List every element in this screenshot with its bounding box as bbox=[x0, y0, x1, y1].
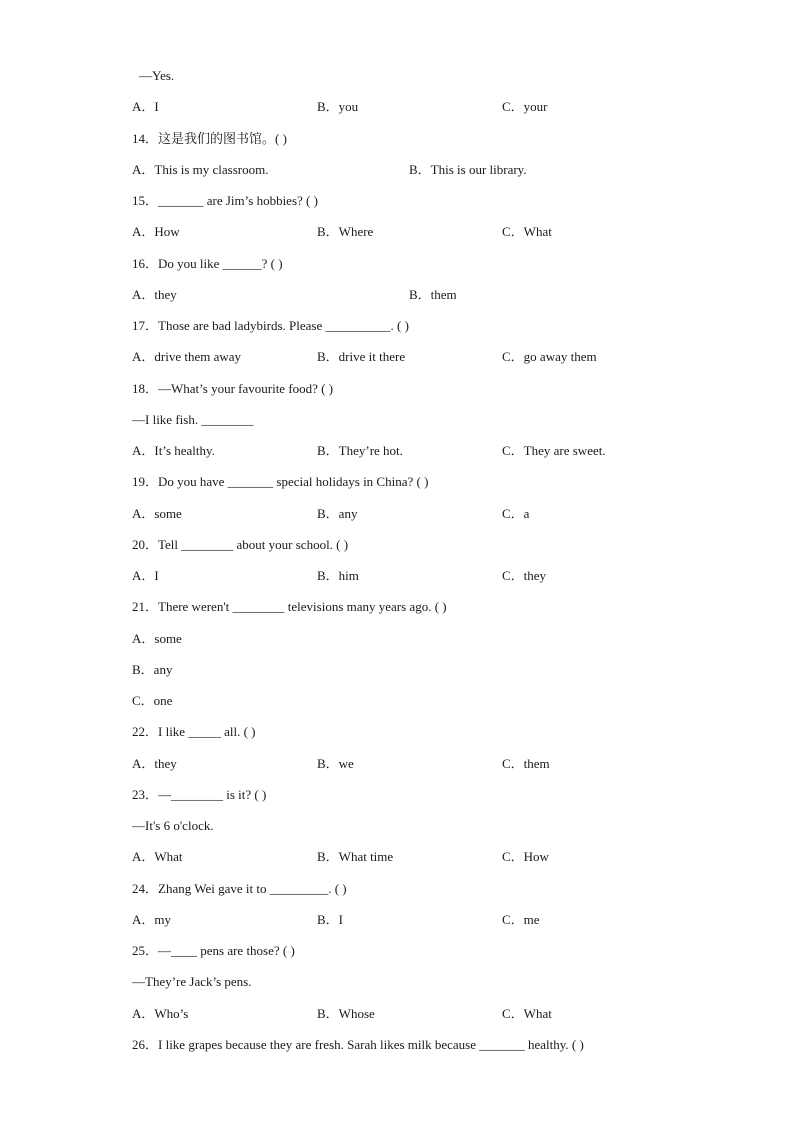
option-a: A．I bbox=[132, 99, 159, 115]
options-row bbox=[0, 1004, 794, 1024]
question-text: C．one bbox=[132, 693, 173, 708]
question-line bbox=[0, 316, 794, 336]
options-row bbox=[0, 910, 794, 930]
question-line bbox=[0, 597, 794, 617]
question-text: 15．_______ are Jim’s hobbies? ( ) bbox=[132, 193, 318, 208]
option-c: C．a bbox=[502, 505, 530, 521]
question-line bbox=[0, 191, 794, 211]
option-a: A．Who’s bbox=[132, 1005, 189, 1021]
question-text: 21．There weren't ________ televisions many years ago. ( ) bbox=[132, 599, 447, 615]
question-text: 22．I like _____ all. ( ) bbox=[132, 724, 256, 740]
question-line bbox=[0, 535, 794, 555]
option-b: B．I bbox=[317, 911, 344, 927]
option-a: A．some bbox=[132, 505, 182, 521]
option-b: B．Whose bbox=[317, 1005, 375, 1021]
option-a: A．I bbox=[132, 568, 159, 583]
option-c: C．go away them bbox=[502, 349, 597, 365]
question-line bbox=[0, 972, 794, 992]
option-c: C．What bbox=[502, 224, 552, 240]
question-line bbox=[0, 1035, 794, 1055]
option-b: B．What time bbox=[317, 849, 394, 865]
question-line bbox=[0, 941, 794, 961]
option-b: B．Where bbox=[317, 224, 374, 240]
question-text: 24．Zhang Wei gave it to _________. ( ) bbox=[132, 880, 347, 896]
question-text: 19．Do you have _______ special holidays in China? ( ) bbox=[132, 474, 429, 490]
options-row bbox=[0, 347, 794, 367]
options-row bbox=[0, 222, 794, 242]
question-text: —They’re Jack’s pens. bbox=[132, 974, 252, 990]
question-line bbox=[0, 629, 794, 649]
option-b: B．any bbox=[317, 505, 358, 521]
options-row bbox=[0, 160, 794, 180]
option-a: A．How bbox=[132, 224, 180, 240]
question-text: 20．Tell ________ about your school. ( ) bbox=[132, 536, 349, 552]
options-row bbox=[0, 754, 794, 774]
option-c: C．them bbox=[502, 755, 550, 771]
options-row bbox=[0, 504, 794, 524]
option-c: C．they bbox=[502, 568, 547, 583]
option-a: A．they bbox=[132, 286, 177, 302]
option-b: B．him bbox=[317, 568, 359, 583]
question-line bbox=[0, 879, 794, 899]
option-c: C．How bbox=[502, 849, 549, 865]
question-text: —I like fish. ________ bbox=[132, 411, 254, 427]
options-row bbox=[0, 566, 794, 586]
options-row bbox=[0, 97, 794, 117]
option-a: A．What bbox=[132, 849, 183, 865]
option-b: B．drive it there bbox=[317, 349, 406, 365]
option-c: C．They are sweet. bbox=[502, 443, 606, 458]
options-row bbox=[0, 441, 794, 461]
question-text: 18．—What’s your favourite food? ( ) bbox=[132, 380, 334, 396]
option-b: B．you bbox=[317, 99, 359, 115]
question-line bbox=[0, 785, 794, 805]
question-text: B．any bbox=[132, 661, 173, 677]
question-text: A．some bbox=[132, 630, 182, 646]
option-a: A．my bbox=[132, 911, 172, 927]
question-text: 17．Those are bad ladybirds. Please __________. ( ) bbox=[132, 318, 409, 333]
question-line bbox=[0, 129, 794, 149]
question-line bbox=[0, 722, 794, 742]
option-b: B．This is our library. bbox=[409, 161, 527, 177]
question-line bbox=[0, 66, 794, 86]
options-row bbox=[0, 847, 794, 867]
option-c: C．me bbox=[502, 911, 540, 927]
question-line bbox=[0, 691, 794, 711]
option-c: C．your bbox=[502, 99, 548, 115]
question-line bbox=[0, 660, 794, 680]
option-b: B．them bbox=[409, 286, 457, 302]
question-line bbox=[0, 379, 794, 399]
question-line bbox=[0, 410, 794, 430]
option-b: B．we bbox=[317, 755, 354, 771]
question-line bbox=[0, 254, 794, 274]
option-a: A．It’s healthy. bbox=[132, 443, 215, 458]
question-text: 16．Do you like ______? ( ) bbox=[132, 255, 283, 271]
option-b: B．They’re hot. bbox=[317, 443, 403, 458]
options-row bbox=[0, 285, 794, 305]
question-text: 25．—____ pens are those? ( ) bbox=[132, 943, 295, 958]
option-c: C．What bbox=[502, 1005, 552, 1021]
question-text: —Yes. bbox=[139, 68, 175, 83]
option-a: A．This is my classroom. bbox=[132, 161, 269, 177]
option-a: A．they bbox=[132, 755, 177, 771]
question-text: 14．这是我们的图书馆。( ) bbox=[132, 130, 287, 146]
question-text: 23．—________ is it? ( ) bbox=[132, 786, 267, 802]
option-a: A．drive them away bbox=[132, 349, 242, 365]
question-text: —It's 6 o'clock. bbox=[132, 818, 214, 833]
question-text: 26．I like grapes because they are fresh. Sarah likes milk because _______ healthy. ( ) bbox=[132, 1036, 584, 1052]
question-line bbox=[0, 472, 794, 492]
question-line bbox=[0, 816, 794, 836]
